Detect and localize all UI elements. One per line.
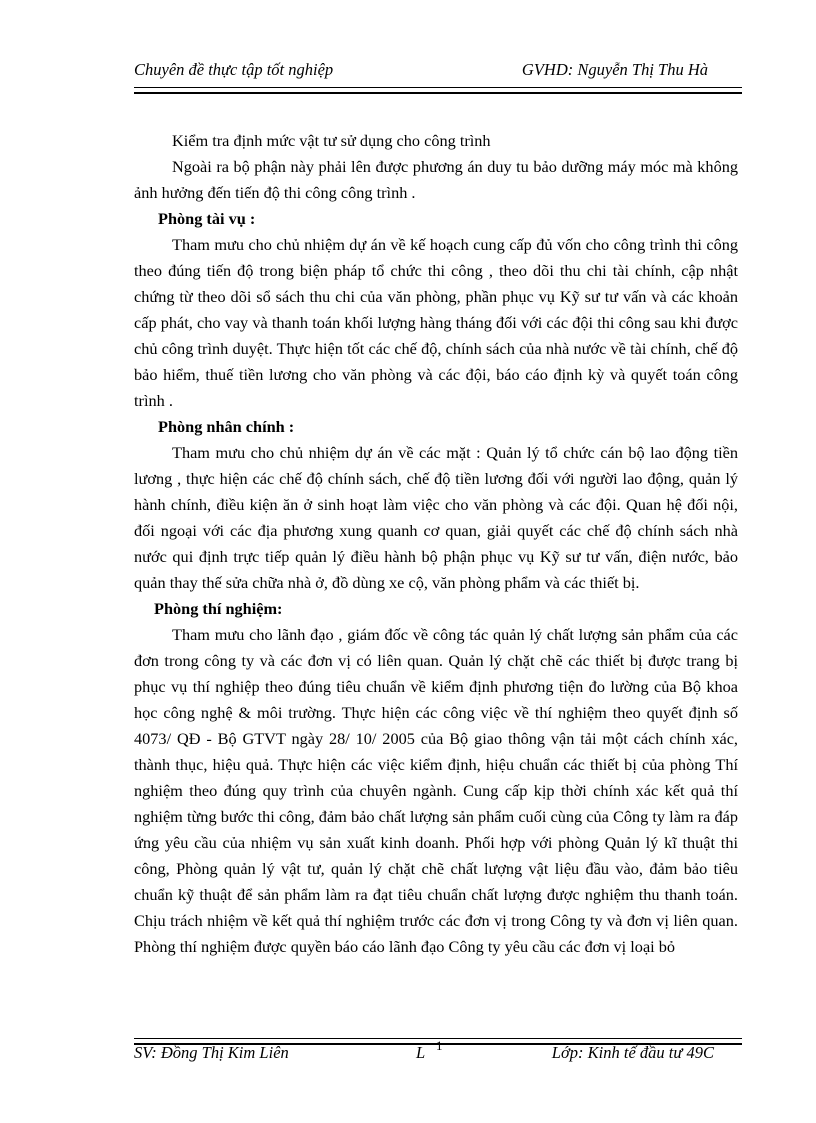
header-document-title: Chuyên đề thực tập tốt nghiệp — [134, 60, 334, 79]
page-number: 1 — [436, 1038, 443, 1053]
paragraph-hr-department: Tham mưu cho chủ nhiệm dự án về các mặt : Quản lý tổ chức cán bộ lao động tiền lương , thực hiện các chế độ chính sách, chế độ tiền lương đối với người lao động, quản lý hành chính, điều kiện ăn ở sinh hoạt làm việc cho văn phòng và các đội. Quan hệ đối nội, đối ngoại với các địa phương xung quanh cơ quan, giải quyết các chế độ chính sách nhà nước qui định trực tiếp quản lý điều hành bộ phận phục vụ Kỹ sư tư vấn, điện nước, bảo quản thay thế sửa chữa nhà ở, đồ dùng xe cộ, văn phòng phẩm và các thiết bị. — [134, 443, 738, 592]
footer-student-name: SV: Đồng Thị Kim Liên — [134, 1043, 289, 1062]
page-header — [134, 60, 742, 84]
header-supervisor: GVHD: Nguyễn Thị Thu Hà — [521, 60, 708, 79]
heading-hr-department: Phòng nhân chính : — [158, 417, 295, 436]
footer-class: Lớp: Kinh tế đầu tư 49C — [551, 1043, 714, 1062]
page-footer — [134, 1038, 742, 1067]
document-body — [134, 128, 738, 960]
paragraph-material-check: Kiểm tra định mức vật tư sử dụng cho công trình — [172, 131, 491, 150]
heading-lab-department: Phòng thí nghiệm: — [154, 599, 283, 618]
footer-mark: L — [416, 1043, 426, 1062]
paragraph-lab-department: Tham mưu cho lãnh đạo , giám đốc về công tác quản lý chất lượng sản phẩm của các đơn trong công ty và các đơn vị có liên quan. Quản lý chặt chẽ các thiết bị được trang bị phục vụ thí nghiệp theo đúng tiêu chuẩn về kiểm định phương tiện đo lường của Bộ khoa học công nghệ & môi trường. Thực hiện các công việc về thí nghiệm theo quyết định số 4073/ QĐ - Bộ GTVT ngày 28/ 10/ 2005 của Bộ giao thông vận tải một cách chính xác, thành thục, hiệu quả. Thực hiện các việc kiểm định, hiệu chuẩn các thiết bị của phòng Thí nghiệm theo đúng quy trình của chuyên ngành. Cung cấp kịp thời chính xác kết quả thí nghiệm từng bước thi công, đảm bảo chất lượng sản phẩm cuối cùng của Công ty làm ra đáp ứng yêu cầu của nhiệm vụ sản xuất kinh doanh. Phối hợp với phòng Quản lý kĩ thuật thi công, Phòng quản lý vật tư, quản lý chặt chẽ chất lượng vật liệu đầu vào, đảm bảo tiêu chuẩn kỹ thuật để sản phẩm làm ra đạt tiêu chuẩn chất lượng được nghiệm thu thanh toán. Chịu trách nhiệm về kết quả thí nghiệm trước các đơn vị trong Công ty và đơn vị liên quan. Phòng thí nghiệm được quyền báo cáo lãnh đạo Công ty yêu cầu các đơn vị loại bỏ — [134, 625, 738, 956]
header-divider — [134, 87, 742, 94]
paragraph-maintenance: Ngoài ra bộ phận này phải lên được phương án duy tu bảo dưỡng máy móc mà không ảnh hưởng đến tiến độ thi công công trình . — [134, 157, 738, 202]
paragraph-finance-department: Tham mưu cho chủ nhiệm dự án về kế hoạch cung cấp đủ vốn cho công trình thi công theo đúng tiến độ trong biện pháp tổ chức thi công , theo dõi thu chi tài chính, cập nhật chứng từ theo dõi sổ sách thu chi của văn phòng, phần phục vụ Kỹ sư tư vấn và các khoản cấp phát, cho vay và thanh toán khối lượng hàng tháng đối với các đội thi công sau khi được chủ công trình duyệt. Thực hiện tốt các chế độ, chính sách của nhà nước về tài chính, chế độ bảo hiểm, thuế tiền lương cho văn phòng và các đội, báo cáo định kỳ và quyết toán công trình . — [134, 235, 738, 410]
heading-finance-department: Phòng tài vụ : — [158, 209, 256, 228]
